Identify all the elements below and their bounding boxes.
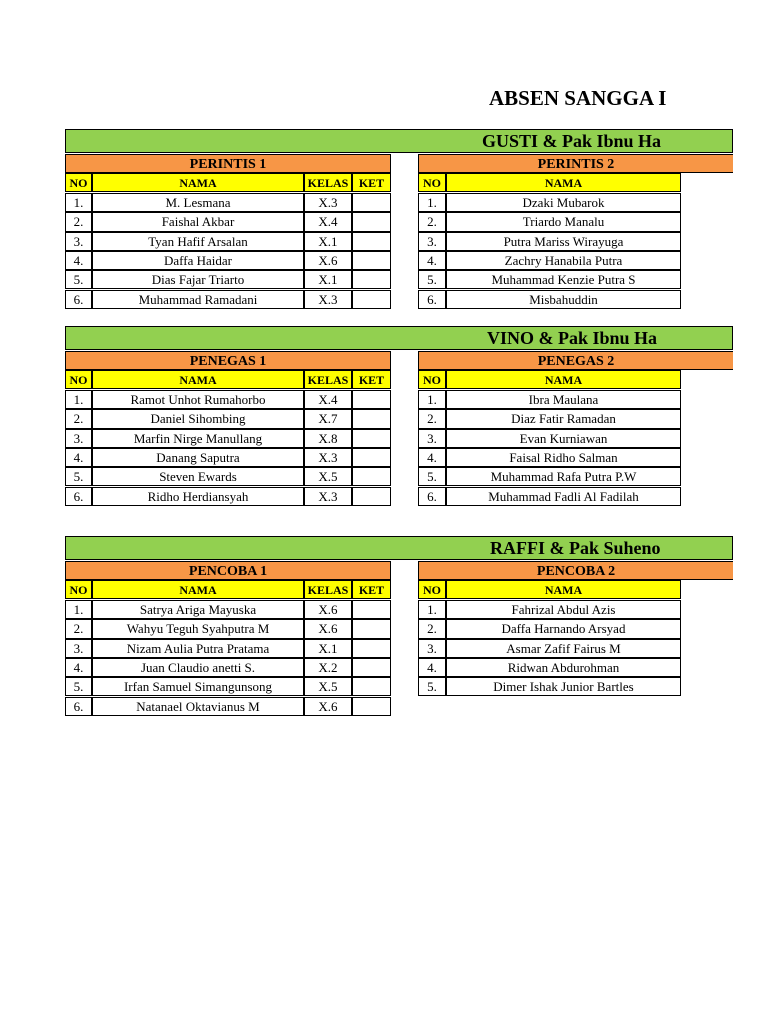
student-name: Putra Mariss Wirayuga <box>446 232 681 251</box>
student-class: X.1 <box>304 270 352 289</box>
student-ket-cell[interactable] <box>352 212 391 231</box>
row-number: 3. <box>418 639 446 658</box>
student-class: X.6 <box>304 619 352 638</box>
header-no: NO <box>418 370 446 389</box>
student-name: Dias Fajar Triarto <box>92 270 304 289</box>
group-banner-title: RAFFI & Pak Suheno <box>490 538 661 558</box>
header-nama: NAMA <box>92 370 304 389</box>
section-label-left: PENCOBA 1 <box>65 561 391 580</box>
header-nama: NAMA <box>446 173 681 192</box>
student-name: Daniel Sihombing <box>92 409 304 428</box>
row-number: 1. <box>418 193 446 212</box>
row-number: 4. <box>418 658 446 677</box>
student-ket-cell[interactable] <box>352 467 391 486</box>
student-class: X.2 <box>304 658 352 677</box>
student-name: Satrya Ariga Mayuska <box>92 600 304 619</box>
student-name: Danang Saputra <box>92 448 304 467</box>
header-no: NO <box>65 370 92 389</box>
page-title: ABSEN SANGGA I <box>489 86 667 110</box>
student-ket-cell[interactable] <box>352 429 391 448</box>
student-name: Misbahuddin <box>446 290 681 309</box>
row-number: 6. <box>65 487 92 506</box>
student-ket-cell[interactable] <box>352 251 391 270</box>
student-ket-cell[interactable] <box>352 677 391 696</box>
student-class: X.4 <box>304 390 352 409</box>
student-ket-cell[interactable] <box>352 232 391 251</box>
row-number: 3. <box>418 429 446 448</box>
header-no: NO <box>418 173 446 192</box>
student-name: Dimer Ishak Junior Bartles <box>446 677 681 696</box>
header-nama: NAMA <box>92 173 304 192</box>
student-name: Natanael Oktavianus M <box>92 697 304 716</box>
row-number: 4. <box>65 658 92 677</box>
header-ket: KET <box>352 370 391 389</box>
student-name: Muhammad Ramadani <box>92 290 304 309</box>
header-kelas: KELAS <box>304 370 352 389</box>
row-number: 2. <box>65 409 92 428</box>
student-class: X.7 <box>304 409 352 428</box>
row-number: 1. <box>418 600 446 619</box>
student-class: X.1 <box>304 232 352 251</box>
student-name: Fahrizal Abdul Azis <box>446 600 681 619</box>
student-name: Ramot Unhot Rumahorbo <box>92 390 304 409</box>
group-banner-title: VINO & Pak Ibnu Ha <box>487 328 658 348</box>
student-class: X.6 <box>304 600 352 619</box>
student-name: Evan Kurniawan <box>446 429 681 448</box>
row-number: 3. <box>418 232 446 251</box>
student-name: Daffa Haidar <box>92 251 304 270</box>
student-name: Muhammad Fadli Al Fadilah <box>446 487 681 506</box>
row-number: 2. <box>65 212 92 231</box>
row-number: 1. <box>65 193 92 212</box>
student-name: Marfin Nirge Manullang <box>92 429 304 448</box>
student-name: Triardo Manalu <box>446 212 681 231</box>
student-class: X.3 <box>304 487 352 506</box>
section-label-right: PENCOBA 2 <box>418 561 733 580</box>
student-ket-cell[interactable] <box>352 290 391 309</box>
row-number: 5. <box>65 270 92 289</box>
student-class: X.6 <box>304 251 352 270</box>
row-number: 2. <box>65 619 92 638</box>
row-number: 5. <box>418 677 446 696</box>
header-nama: NAMA <box>446 580 681 599</box>
student-class: X.4 <box>304 212 352 231</box>
student-name: Faishal Akbar <box>92 212 304 231</box>
student-ket-cell[interactable] <box>352 600 391 619</box>
student-class: X.8 <box>304 429 352 448</box>
student-name: Diaz Fatir Ramadan <box>446 409 681 428</box>
student-name: Zachry Hanabila Putra <box>446 251 681 270</box>
section-label-right: PENEGAS 2 <box>418 351 733 370</box>
student-name: Ridwan Abdurohman <box>446 658 681 677</box>
header-nama: NAMA <box>92 580 304 599</box>
row-number: 1. <box>65 600 92 619</box>
student-name: Juan Claudio anetti S. <box>92 658 304 677</box>
row-number: 4. <box>418 448 446 467</box>
header-nama: NAMA <box>446 370 681 389</box>
student-class: X.5 <box>304 677 352 696</box>
row-number: 6. <box>65 697 92 716</box>
row-number: 4. <box>418 251 446 270</box>
header-no: NO <box>418 580 446 599</box>
header-ket: KET <box>352 580 391 599</box>
student-name: M. Lesmana <box>92 193 304 212</box>
student-ket-cell[interactable] <box>352 390 391 409</box>
row-number: 4. <box>65 251 92 270</box>
student-class: X.6 <box>304 697 352 716</box>
row-number: 6. <box>65 290 92 309</box>
row-number: 6. <box>418 487 446 506</box>
student-name: Muhammad Kenzie Putra S <box>446 270 681 289</box>
student-class: X.3 <box>304 448 352 467</box>
student-class: X.1 <box>304 639 352 658</box>
header-ket: KET <box>352 173 391 192</box>
student-name: Wahyu Teguh Syahputra M <box>92 619 304 638</box>
row-number: 5. <box>418 270 446 289</box>
header-kelas: KELAS <box>304 580 352 599</box>
student-name: Faisal Ridho Salman <box>446 448 681 467</box>
row-number: 6. <box>418 290 446 309</box>
student-name: Tyan Hafif Arsalan <box>92 232 304 251</box>
student-ket-cell[interactable] <box>352 409 391 428</box>
student-ket-cell[interactable] <box>352 619 391 638</box>
student-ket-cell[interactable] <box>352 270 391 289</box>
header-no: NO <box>65 580 92 599</box>
row-number: 5. <box>65 467 92 486</box>
header-kelas: KELAS <box>304 173 352 192</box>
student-name: Asmar Zafif Fairus M <box>446 639 681 658</box>
section-label-left: PENEGAS 1 <box>65 351 391 370</box>
student-ket-cell[interactable] <box>352 639 391 658</box>
row-number: 5. <box>65 677 92 696</box>
row-number: 2. <box>418 212 446 231</box>
student-name: Steven Ewards <box>92 467 304 486</box>
student-ket-cell[interactable] <box>352 448 391 467</box>
student-name: Muhammad Rafa Putra P.W <box>446 467 681 486</box>
student-name: Irfan Samuel Simangunsong <box>92 677 304 696</box>
row-number: 2. <box>418 409 446 428</box>
student-name: Ibra Maulana <box>446 390 681 409</box>
student-ket-cell[interactable] <box>352 487 391 506</box>
student-class: X.5 <box>304 467 352 486</box>
student-name: Dzaki Mubarok <box>446 193 681 212</box>
section-label-right: PERINTIS 2 <box>418 154 733 173</box>
student-name: Daffa Harnando Arsyad <box>446 619 681 638</box>
row-number: 1. <box>418 390 446 409</box>
section-label-left: PERINTIS 1 <box>65 154 391 173</box>
row-number: 3. <box>65 232 92 251</box>
row-number: 4. <box>65 448 92 467</box>
student-ket-cell[interactable] <box>352 193 391 212</box>
student-name: Nizam Aulia Putra Pratama <box>92 639 304 658</box>
group-banner-title: GUSTI & Pak Ibnu Ha <box>482 131 662 151</box>
student-class: X.3 <box>304 193 352 212</box>
student-ket-cell[interactable] <box>352 658 391 677</box>
student-ket-cell[interactable] <box>352 697 391 716</box>
header-no: NO <box>65 173 92 192</box>
row-number: 5. <box>418 467 446 486</box>
student-name: Ridho Herdiansyah <box>92 487 304 506</box>
row-number: 2. <box>418 619 446 638</box>
student-class: X.3 <box>304 290 352 309</box>
row-number: 1. <box>65 390 92 409</box>
row-number: 3. <box>65 429 92 448</box>
row-number: 3. <box>65 639 92 658</box>
